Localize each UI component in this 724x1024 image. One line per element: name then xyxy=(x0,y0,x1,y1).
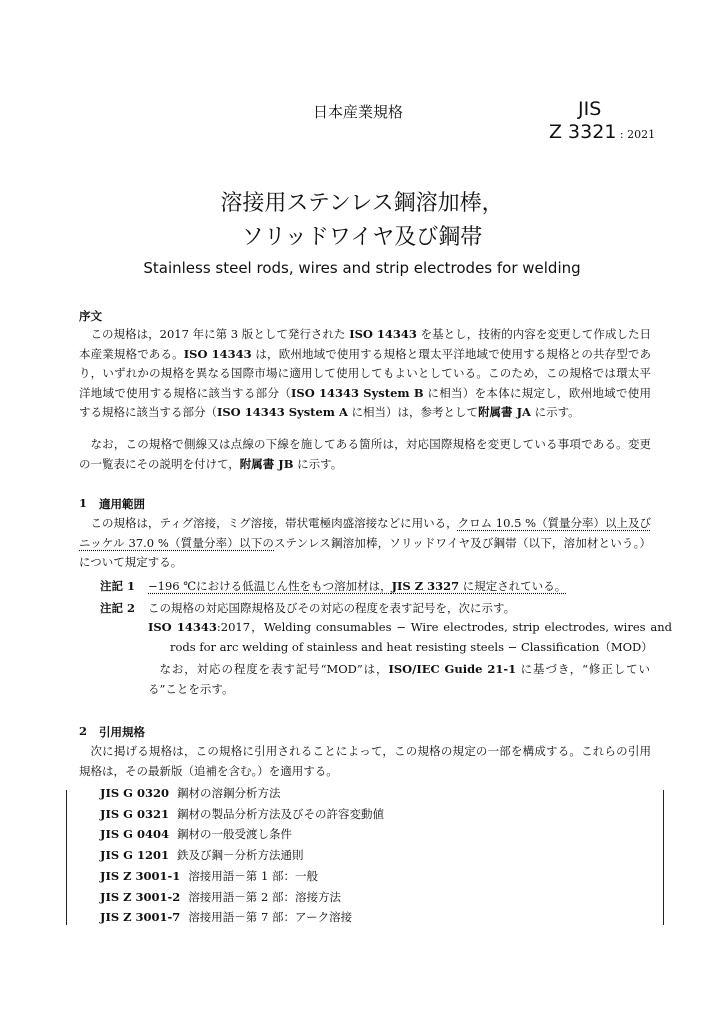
jis-mark: JIS xyxy=(578,98,602,120)
reference-code: JIS Z 3001-1 xyxy=(100,868,181,883)
text-run: に基づき，“修正している”ことを示す。 xyxy=(148,662,650,696)
note-2-label: 注記 2 xyxy=(100,601,136,615)
text-run: ステンレス鋼溶加棒，ソリッドワイヤ及び鋼帯（以下，溶加材という。）について規定する。 xyxy=(79,535,651,569)
section-2-heading: 引用規格 xyxy=(99,725,145,739)
text-run: :2017，Welding consumables − Wire electrodes, strip electrodes, wires and rods for arc welding of stainless and heat resisting steels − Classification（MOD） xyxy=(170,620,672,654)
reference-title: 鋼材の一般受渡し条件 xyxy=(176,827,292,842)
section-1-number: 1 xyxy=(79,496,88,510)
reference-item xyxy=(100,826,292,842)
text-run: ISO 14343 System B xyxy=(291,385,424,400)
change-bar-right xyxy=(663,790,664,925)
text-run: に規定されている。 xyxy=(459,579,567,593)
mod-note xyxy=(148,660,650,699)
text-run: この規格は，2017 年に第 3 版として発行された xyxy=(90,327,350,341)
reference-title: 溶接用語－第 2 部：溶接方法 xyxy=(188,889,341,904)
reference-item xyxy=(100,909,352,925)
title-line-2: ソリッドワイヤ及び鋼帯 xyxy=(241,225,483,250)
reference-item xyxy=(100,847,303,863)
text-run: ISO 14343 xyxy=(148,620,217,634)
reference-title: 溶接用語－第 7 部：アーク溶接 xyxy=(188,910,353,925)
note-1-label: 注記 1 xyxy=(100,579,136,593)
text-run: 附属書 JB xyxy=(239,456,294,471)
note-1-text xyxy=(148,578,566,594)
text-run: ISO 14343 System A xyxy=(217,405,348,419)
standard-year: : 2021 xyxy=(616,128,656,141)
text-run: 附属書 JA xyxy=(478,405,531,419)
change-bar-left xyxy=(66,790,67,925)
foreword-paragraph-2 xyxy=(79,435,651,474)
text-run: −196 ℃における低温じん性をもつ溶加材は， xyxy=(148,579,392,593)
text-run: に示す。 xyxy=(293,456,343,471)
reference-item xyxy=(100,868,318,884)
standard-number xyxy=(549,121,655,143)
reference-title: 鉄及び鋼－分析方法通則 xyxy=(176,848,304,863)
reference-code: JIS G 0321 xyxy=(100,806,169,821)
reference-code: JIS G 1201 xyxy=(100,848,169,863)
text-run: なお，この規格で側線又は点線の下線を施してある箇所は，対応国際規格を変更している事項である。変更の一覧表にその説明を付けて， xyxy=(79,437,651,471)
text-run: なお，対応の程度を表す記号“MOD”は， xyxy=(159,662,389,676)
reference-item xyxy=(100,806,384,822)
text-run: を基とし，技術的内容を変更して作成した日本産業規格である。 xyxy=(79,327,652,361)
reference-item xyxy=(100,889,341,905)
reference-title: 鋼材の溶鋼分析方法 xyxy=(176,786,281,800)
section-2-number: 2 xyxy=(79,724,88,738)
reference-code: JIS Z 3001-2 xyxy=(100,889,181,904)
references-intro: 次に掲げる規格は，この規格に引用されることによって，この規格の規定の一部を構成する。これらの引用規格は，その最新版（追補を含む。）を適用する。 xyxy=(79,744,651,778)
foreword-paragraph-1 xyxy=(79,325,651,423)
note-2-text: この規格の対応国際規格及びその対応の程度を表す記号を，次に示す。 xyxy=(148,601,516,615)
text-run: クロム 10.5 %（質量分率）以上及びニッケル 37.0 %（質量分率）以下の xyxy=(79,516,652,550)
text-run: に相当）を本体に規定し，欧州地域で使用する規格に該当する部分（ xyxy=(79,385,652,419)
foreword-heading: 序文 xyxy=(79,309,102,323)
text-run: ISO/IEC Guide 21-1 xyxy=(388,662,517,676)
text-run: この規格は，ティグ溶接，ミグ溶接，帯状電極肉盛溶接などに用いる， xyxy=(90,516,458,530)
text-run: JIS Z 3327 xyxy=(391,579,460,593)
scope-paragraph xyxy=(79,514,651,573)
title-line-1: 溶接用ステンレス鋼溶加棒， xyxy=(220,191,504,216)
reference-title: 溶接用語－第 1 部：一般 xyxy=(188,868,318,883)
text-run: は，欧州地域で使用する規格と環太平洋地域で使用する規格との共存型であり，いずれかの規格を異なる国際市場に適用して使用してもよいとしている。このため，この規格では環太平洋地域で使用する規格に該当する部分（ xyxy=(79,346,652,400)
reference-title: 鋼材の製品分析方法及びその許容変動値 xyxy=(176,806,384,821)
reference-code: JIS G 0404 xyxy=(100,827,169,842)
text-run: に相当）は，参考として xyxy=(347,405,479,419)
standard-number-code: Z 3321 xyxy=(549,121,617,143)
iso-reference xyxy=(148,618,672,657)
section-1-heading: 適用範囲 xyxy=(99,497,145,511)
text-run: ISO 14343 xyxy=(349,327,417,341)
reference-code: JIS G 0320 xyxy=(100,786,169,800)
standard-type-label: 日本産業規格 xyxy=(313,103,404,121)
text-run: に示す。 xyxy=(530,405,580,419)
reference-item xyxy=(100,785,280,801)
english-title: Stainless steel rods, wires and strip electrodes for welding xyxy=(143,259,581,277)
reference-code: JIS Z 3001-7 xyxy=(100,910,181,925)
text-run: ISO 14343 xyxy=(183,346,252,361)
